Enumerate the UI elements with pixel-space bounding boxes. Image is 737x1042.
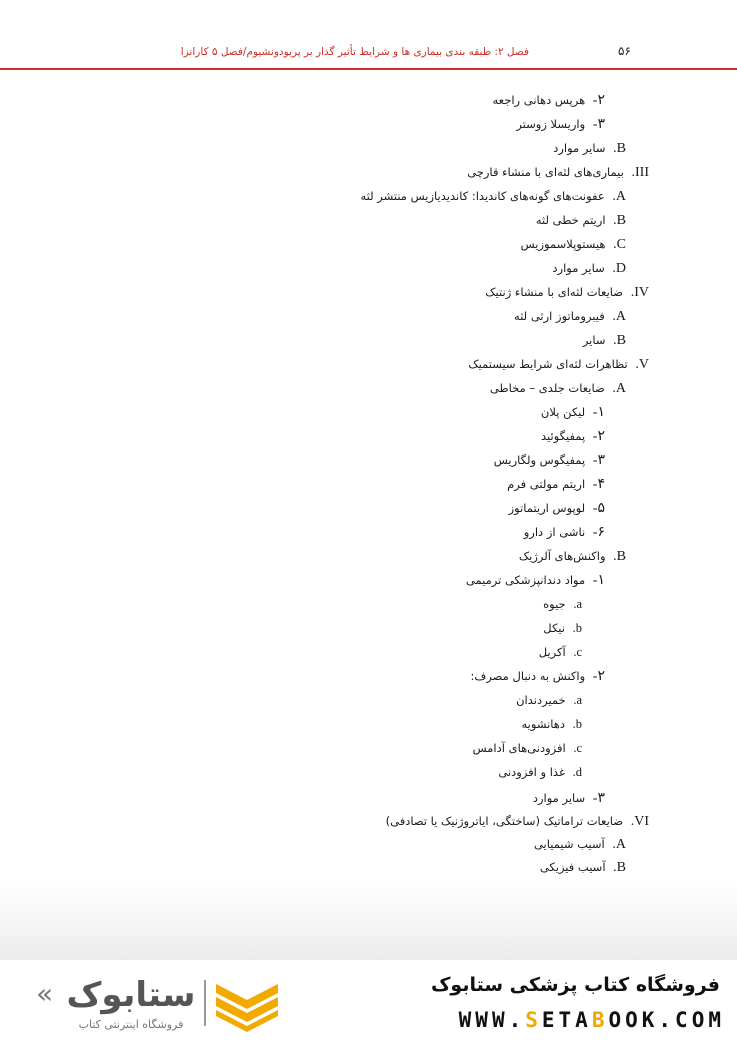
outline-marker: ۴-	[592, 477, 605, 492]
outline-marker: III.	[631, 165, 649, 180]
url-part-accent: S	[525, 1008, 542, 1032]
outline-marker: a.	[573, 597, 582, 611]
outline-text: هیستوپلاسموزیس	[520, 237, 606, 251]
outline-marker: ۵-	[592, 501, 605, 516]
outline-item	[466, 570, 605, 590]
outline-item	[543, 618, 582, 638]
outline-item	[386, 811, 649, 831]
outline-marker: A.	[612, 309, 626, 324]
outline-item	[471, 666, 605, 686]
outline-marker: ۲-	[592, 429, 605, 444]
outline-text: سایر موارد	[553, 141, 606, 155]
outline-item	[493, 90, 605, 110]
outline-item	[467, 162, 649, 182]
outline-marker: ۲-	[592, 93, 605, 108]
chapter-title: فصل ۲: طبقه بندی بیماری ها و شرایط تأثیر گذار بر پریودونشیوم/فصل ۵ کارانزا	[180, 46, 529, 58]
outline-text: آسیب شیمیایی	[533, 837, 605, 851]
outline-marker: ۲-	[592, 669, 605, 684]
outline-marker: ۶-	[592, 525, 605, 540]
outline-marker: VI.	[630, 814, 649, 829]
outline-text: اریتم خطی لثه	[535, 213, 606, 227]
outline-item	[553, 138, 626, 158]
outline-text: هرپس دهانی راجعه	[492, 93, 586, 107]
outline-item	[540, 857, 626, 877]
logo-subtitle: فروشگاه اینترنتی کتاب	[78, 1018, 184, 1031]
outline-item	[473, 738, 582, 758]
outline-item	[583, 330, 626, 350]
outline-text: مواد دندانپزشکی ترمیمی	[465, 573, 586, 587]
outline-text: عفونت‌های گونه‌های کاندیدا: کاندیدیازیس منتشر لثه	[360, 189, 605, 203]
url-part: WWW.	[458, 1008, 526, 1032]
outline-item	[524, 522, 605, 542]
logo-wordmark: ستابوک	[66, 975, 196, 1015]
outline-item	[516, 114, 605, 134]
store-url[interactable]	[380, 1008, 725, 1032]
outline-marker: c.	[573, 645, 582, 659]
outline-text: ضایعات تراماتیک (ساختگی، ایاتروژنیک یا تصادفی)	[385, 814, 624, 828]
outline-item	[521, 234, 626, 254]
outline-text: نیکل	[543, 621, 565, 635]
outline-item	[541, 426, 605, 446]
outline-text: آکریل	[538, 645, 566, 659]
outline-item	[494, 450, 605, 470]
outline-text: پمفیگوس ولگاریس	[493, 453, 586, 467]
outline-item	[543, 594, 582, 614]
outline-marker: a.	[573, 693, 582, 707]
outline-item	[522, 714, 582, 734]
outline-item	[509, 498, 605, 518]
outline-text: فیبروماتوز ارثی لثه	[514, 309, 605, 323]
outline-item	[539, 642, 582, 662]
store-name: فروشگاه کتاب پزشکی ستابوک	[430, 974, 720, 996]
outline-marker: ۳-	[592, 117, 605, 132]
outline-marker: ۳-	[592, 453, 605, 468]
outline-item	[514, 306, 626, 326]
chevrons-icon: «	[36, 977, 54, 1010]
url-part: ETA	[541, 1008, 592, 1032]
outline-item	[485, 282, 649, 302]
outline-marker: c.	[573, 741, 582, 755]
outline-item	[519, 546, 626, 566]
outline-item	[533, 788, 605, 808]
outline-marker: ۳-	[592, 791, 605, 806]
outline-text: آسیب فیزیکی	[539, 860, 606, 874]
outline-marker: d.	[572, 765, 582, 779]
outline-item	[507, 474, 605, 494]
outline-marker: A.	[612, 381, 626, 396]
outline-marker: B.	[613, 549, 626, 564]
outline-item	[360, 186, 626, 206]
outline-marker: A.	[612, 189, 626, 204]
page-number: ۵۶	[618, 44, 631, 58]
outline-text: واکنش به دنبال مصرف:	[470, 669, 586, 683]
outline-text: افزودنی‌های آدامس	[472, 741, 566, 755]
outline-item	[541, 402, 605, 422]
outline-text: پمفیگوئید	[541, 429, 586, 443]
outline-marker: A.	[612, 837, 626, 852]
outline-text: واکنش‌های آلرژیک	[518, 549, 606, 563]
logo-divider	[204, 980, 206, 1026]
outline-item	[490, 378, 626, 398]
outline-text: ضایعات جلدی – مخاطی	[489, 381, 605, 395]
book-stack-icon	[214, 976, 280, 1032]
outline-marker: C.	[613, 237, 626, 252]
outline-item	[516, 690, 582, 710]
outline-marker: IV.	[630, 285, 649, 300]
outline-text: لوپوس اریتماتوز	[508, 501, 586, 515]
outline-marker: b.	[572, 717, 582, 731]
outline-marker: B.	[613, 213, 626, 228]
outline-text: بیماری‌های لثه‌ای با منشاء قارچی	[467, 165, 624, 179]
outline-text: ضایعات لثه‌ای با منشاء ژنتیک	[485, 285, 624, 299]
outline-marker: B.	[613, 333, 626, 348]
page-header	[0, 38, 737, 70]
outline-marker: ۱-	[592, 573, 605, 588]
outline-marker: B.	[613, 860, 626, 875]
outline-marker: b.	[572, 621, 582, 635]
outline-item	[498, 762, 582, 782]
outline-marker: ۱-	[592, 405, 605, 420]
outline-text: واریسلا زوستر	[516, 117, 586, 131]
outline-item	[468, 354, 649, 374]
outline-text: خمیردندان	[516, 693, 566, 707]
outline-text: دهانشویه	[521, 717, 565, 731]
outline-marker: D.	[612, 261, 626, 276]
outline-text: غذا و افزودنی	[498, 765, 565, 779]
url-part: OOK.COM	[608, 1008, 725, 1032]
outline-text: تظاهرات لثه‌ای شرایط سیستمیک	[468, 357, 628, 371]
outline-text: ناشی از دارو	[523, 525, 586, 539]
outline-text: اریتم مولتی فرم	[507, 477, 586, 491]
outline-item	[536, 210, 626, 230]
outline-item	[552, 258, 626, 278]
outline-text: سایر	[582, 333, 606, 347]
footer-banner	[0, 960, 737, 1042]
page-fade	[0, 880, 737, 960]
outline-text: لیکن پلان	[540, 405, 586, 419]
outline-marker: V.	[635, 357, 649, 372]
outline-item	[534, 834, 626, 854]
outline-text: سایر موارد	[532, 791, 586, 805]
setabook-logo	[36, 974, 286, 1034]
outline-marker: B.	[613, 141, 626, 156]
url-part-accent: B	[591, 1008, 609, 1032]
outline-text: جیوه	[543, 597, 566, 611]
outline-text: سایر موارد	[552, 261, 605, 275]
